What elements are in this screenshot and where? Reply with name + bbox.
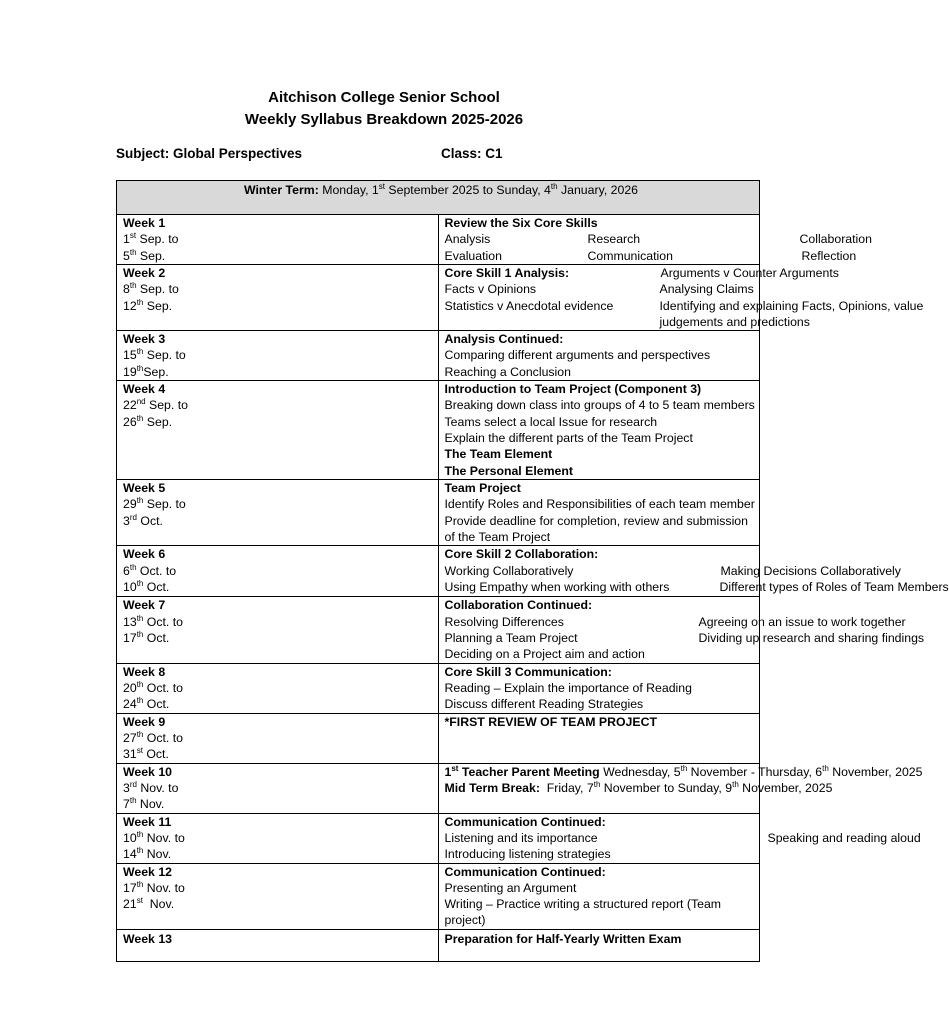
week-heading: Core Skill 1 Analysis: (444, 266, 570, 280)
topic: Planning a Team Project (444, 630, 578, 645)
table-row (117, 929, 760, 961)
table-row (117, 331, 760, 381)
topic: Analysis (444, 232, 491, 247)
week-dates: 29th Sep. to (123, 496, 186, 512)
week-label: Week 12 (123, 864, 172, 879)
week-cell (117, 763, 439, 813)
week-heading: *FIRST REVIEW OF TEAM PROJECT (444, 714, 657, 729)
week-dates: 20th Oct. to (123, 679, 183, 695)
table-row (117, 480, 760, 546)
week-dates: 31st Oct. (123, 746, 169, 762)
week-dates: 27th Oct. to (123, 729, 183, 745)
term-range: January, 2026 (557, 183, 639, 197)
week-label: Week 1 (123, 216, 166, 230)
topic: Explain the different parts of the Team Project (444, 431, 693, 446)
topic: Statistics v Anecdotal evidence (444, 298, 614, 313)
table-row (117, 215, 760, 265)
term-range: September 2025 to Sunday, 4 (384, 183, 551, 197)
content-cell (438, 713, 760, 763)
week-heading: Core Skill 2 Collaboration: (444, 547, 599, 562)
week-label: Week 5 (123, 481, 166, 496)
subject-label: Subject: Global Perspectives (116, 146, 303, 161)
week-cell (117, 381, 439, 480)
topic: Working Collaboratively (444, 563, 574, 578)
week-dates: 24th Oct. (123, 696, 170, 712)
topic: Different types of Roles of Team Members (719, 579, 949, 594)
week-label: Week 8 (123, 664, 166, 679)
term-sup: st (378, 181, 385, 191)
topic: judgements and predictions (659, 314, 810, 329)
week-heading: Core Skill 3 Communication: (444, 664, 612, 679)
week-cell (117, 597, 439, 663)
term-row (117, 181, 760, 215)
topic: Communication (587, 248, 673, 263)
topic: Reflection (801, 248, 857, 263)
week-heading: Analysis Continued: (444, 332, 564, 347)
week-heading: Introduction to Team Project (Component 3) (444, 382, 702, 397)
week-label: Week 3 (123, 332, 166, 347)
content-cell (438, 763, 923, 813)
content-cell (438, 929, 760, 961)
week-dates: 3rd Nov. to (123, 779, 179, 795)
topic: Teams select a local Issue for research (444, 414, 658, 429)
table-row (117, 713, 760, 763)
content-cell (438, 265, 924, 331)
week-label: Week 6 (123, 547, 166, 562)
topic: Deciding on a Project aim and action (444, 647, 645, 662)
week-label: Week 10 (123, 764, 172, 779)
week-dates: 7th Nov. (123, 796, 165, 812)
content-cell (438, 331, 760, 381)
term-label: Winter Term: (243, 183, 319, 197)
syllabus-table (116, 180, 949, 962)
topic: Reaching a Conclusion (444, 364, 571, 379)
topic: The Personal Element (444, 463, 573, 478)
week-cell (117, 713, 439, 763)
table-row (117, 813, 760, 863)
week-label: Week 13 (123, 931, 172, 946)
term-cell (117, 181, 760, 215)
week-dates: 10th Nov. to (123, 829, 185, 845)
mid-term-break-line: Mid Term Break: Friday, 7th November to Sunday, 9th November, 2025 (444, 779, 833, 795)
week-cell (117, 265, 439, 331)
week-cell (117, 929, 439, 961)
content-cell (438, 597, 925, 663)
week-dates: 13th Oct. to (123, 613, 183, 629)
topic: Evaluation (444, 248, 502, 263)
week-cell (117, 480, 439, 546)
topic: Arguments v Counter Arguments (660, 266, 839, 280)
content-cell (438, 381, 760, 480)
week-heading: Communication Continued: (444, 814, 606, 829)
week-label: Week 4 (123, 382, 166, 397)
week-cell (117, 215, 439, 265)
week-dates: 21st Nov. (123, 896, 175, 912)
table-row (117, 663, 760, 713)
week-dates: 12th Sep. (123, 297, 173, 313)
week-heading: Team Project (444, 481, 521, 496)
week-heading: Review the Six Core Skills (444, 216, 598, 230)
week-heading: Collaboration Continued: (444, 598, 593, 613)
topic: Using Empathy when working with others (444, 579, 670, 594)
week-cell (117, 663, 439, 713)
week-heading: Preparation for Half-Yearly Written Exam (444, 931, 682, 946)
parent-meeting-line: 1st Teacher Parent Meeting Wednesday, 5th November - Thursday, 6th November, 2025 (444, 763, 923, 779)
week-dates: 15th Sep. to (123, 347, 186, 363)
week-dates: 19thSep. (123, 363, 169, 379)
topic: Writing – Practice writing a structured report (Team project) (444, 897, 722, 928)
table-row (117, 763, 760, 813)
topic: Listening and its importance (444, 830, 598, 845)
week-label: Week 11 (123, 814, 172, 829)
week-dates: 17th Oct. (123, 629, 170, 645)
week-dates: 22nd Sep. to (123, 397, 188, 413)
week-cell (117, 813, 439, 863)
school-name: Aitchison College Senior School (268, 89, 500, 106)
topic: Research (587, 232, 641, 247)
week-cell (117, 546, 439, 597)
content-cell (438, 663, 760, 713)
mtb-label: Mid Term Break: (444, 780, 540, 795)
topic: Breaking down class into groups of 4 to 5 team members (444, 398, 755, 413)
week-heading: Communication Continued: (444, 864, 606, 879)
term-range: Monday, 1 (318, 183, 379, 197)
topic: Analysing Claims (659, 282, 754, 297)
topic: Introducing listening strategies (444, 847, 611, 862)
week-label: Week 9 (123, 714, 166, 729)
content-cell (438, 546, 949, 597)
document-title: Weekly Syllabus Breakdown 2025-2026 (244, 111, 524, 128)
content-cell (438, 813, 921, 863)
week-dates: 1st Sep. to (123, 231, 179, 247)
content-cell (438, 215, 872, 265)
table-row (117, 265, 760, 331)
topic: Provide deadline for completion, review and submission of the Team Project (444, 513, 748, 545)
topic: Speaking and reading aloud (767, 830, 921, 845)
table-row (117, 597, 760, 663)
topic: Collaboration (799, 232, 872, 247)
week-dates: 3rd Oct. (123, 512, 163, 528)
week-cell (117, 331, 439, 381)
topic: Identifying and explaining Facts, Opinions, value (659, 298, 924, 313)
class-label: Class: C1 (441, 146, 503, 161)
topic: Comparing different arguments and perspectives (444, 348, 711, 363)
topic: Presenting an Argument (444, 880, 577, 895)
week-dates: 8th Sep. to (123, 281, 179, 297)
ptm-label: 1st Teacher Parent Meeting (444, 763, 600, 779)
topic: Dividing up research and sharing findings (698, 630, 925, 645)
term-sup: th (550, 181, 558, 191)
week-dates: 14th Nov. (123, 846, 172, 862)
topic: Discuss different Reading Strategies (444, 697, 644, 712)
table-row (117, 546, 760, 597)
week-label: Week 7 (123, 598, 166, 613)
topic: Facts v Opinions (444, 282, 537, 297)
week-dates: 6th Oct. to (123, 562, 177, 578)
week-cell (117, 863, 439, 929)
topic: Resolving Differences (444, 614, 564, 629)
topic: Identify Roles and Responsibilities of each team member (444, 497, 755, 512)
week-dates: 17th Nov. to (123, 879, 185, 895)
week-dates: 5th Sep. (123, 247, 166, 263)
table-row (117, 381, 760, 480)
content-cell (438, 863, 760, 929)
week-dates: 10th Oct. (123, 578, 170, 594)
topic: Reading – Explain the importance of Reading (444, 680, 692, 695)
topic: The Team Element (444, 447, 553, 462)
table-row (117, 863, 760, 929)
topic: Agreeing on an issue to work together (698, 614, 906, 629)
week-dates: 26th Sep. (123, 413, 173, 429)
week-label: Week 2 (123, 266, 166, 280)
content-cell (438, 480, 760, 546)
topic: Making Decisions Collaboratively (720, 563, 901, 578)
